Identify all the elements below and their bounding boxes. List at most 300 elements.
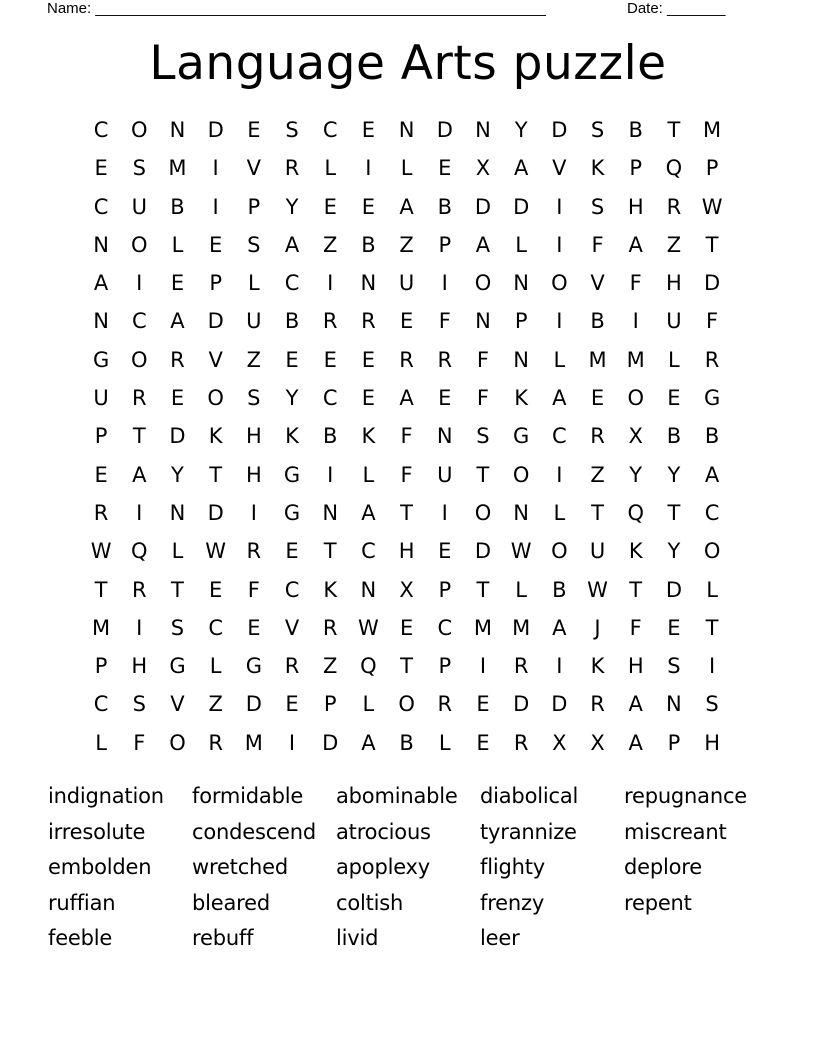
grid-cell[interactable]: L	[668, 347, 680, 372]
grid-cell[interactable]: B	[628, 118, 643, 142]
grid-cell[interactable]: O	[131, 118, 148, 142]
grid-cell[interactable]: R	[131, 386, 147, 411]
grid-cell[interactable]: S	[132, 692, 146, 717]
grid-cell[interactable]: Y	[629, 462, 643, 487]
grid-cell[interactable]: K	[285, 424, 299, 449]
grid-cell[interactable]: Q	[665, 156, 683, 181]
grid-cell[interactable]: F	[706, 309, 719, 334]
grid-cell[interactable]: F	[247, 577, 260, 602]
grid-cell[interactable]: T	[629, 577, 643, 602]
grid-cell[interactable]: I	[556, 654, 563, 679]
grid-cell[interactable]: C	[552, 424, 567, 449]
grid-cell[interactable]: F	[400, 462, 413, 487]
grid-cell[interactable]: T	[323, 539, 337, 564]
word-list-item: irresolute	[48, 819, 146, 844]
grid-cell[interactable]: G	[169, 654, 186, 679]
grid-cell[interactable]: T	[171, 577, 184, 602]
grid-cell[interactable]: X	[628, 424, 643, 449]
grid-cell[interactable]: E	[667, 386, 681, 411]
grid-cell[interactable]: B	[399, 730, 414, 755]
grid-cell[interactable]: V	[170, 692, 185, 717]
grid-cell[interactable]: Z	[666, 232, 682, 257]
grid-cell[interactable]: A	[513, 156, 529, 181]
grid-cell[interactable]: D	[474, 194, 492, 219]
grid-cell[interactable]: W	[90, 539, 112, 564]
grid-cell[interactable]: D	[207, 309, 224, 334]
grid-cell[interactable]: H	[245, 424, 262, 449]
grid-cell[interactable]: D	[322, 730, 339, 755]
grid-cell[interactable]: C	[437, 615, 453, 640]
grid-cell[interactable]: L	[324, 156, 337, 181]
grid-cell[interactable]: R	[590, 424, 605, 449]
grid-cell[interactable]: F	[629, 615, 642, 640]
grid-cell[interactable]: Q	[360, 654, 377, 679]
grid-cell[interactable]: T	[705, 615, 719, 640]
word-list	[48, 779, 768, 957]
grid-cell[interactable]: L	[706, 577, 718, 602]
grid-cell[interactable]: B	[666, 424, 682, 449]
grid-cell[interactable]: G	[283, 500, 301, 525]
grid-cell[interactable]: R	[590, 692, 605, 717]
grid-cell[interactable]: L	[438, 730, 451, 755]
grid-cell[interactable]: T	[400, 500, 413, 525]
grid-cell[interactable]: P	[438, 577, 452, 602]
worksheet-header	[47, 0, 747, 18]
grid-cell[interactable]: Z	[323, 654, 338, 679]
grid-cell[interactable]: E	[94, 462, 108, 487]
grid-cell[interactable]: S	[132, 156, 146, 181]
grid-cell[interactable]: Z	[323, 232, 338, 257]
grid-cell[interactable]: N	[93, 309, 109, 334]
grid-cell[interactable]: O	[131, 347, 148, 372]
grid-cell[interactable]: K	[590, 654, 605, 679]
grid-cell[interactable]: E	[361, 194, 376, 219]
grid-cell[interactable]: I	[441, 271, 448, 296]
grid-cell[interactable]: D	[207, 500, 224, 525]
grid-cell[interactable]: U	[666, 309, 682, 334]
word-list-item: atrocious	[336, 819, 431, 844]
grid-cell[interactable]: R	[513, 730, 529, 755]
grid-cell[interactable]: H	[398, 539, 415, 564]
grid-cell[interactable]: E	[438, 386, 452, 411]
grid-cell[interactable]: A	[399, 386, 414, 411]
grid-cell[interactable]: E	[209, 232, 223, 257]
grid-cell[interactable]: C	[322, 118, 338, 142]
grid-cell[interactable]: C	[361, 539, 376, 564]
grid-cell[interactable]: M	[703, 118, 722, 142]
grid-cell[interactable]: R	[284, 654, 300, 679]
grid-cell[interactable]: P	[438, 232, 452, 257]
grid-cell[interactable]: R	[666, 194, 682, 219]
grid-cell[interactable]: C	[322, 386, 338, 411]
grid-cell[interactable]: I	[288, 730, 296, 755]
grid-cell[interactable]: F	[629, 271, 642, 296]
grid-cell[interactable]: N	[322, 500, 339, 525]
grid-cell[interactable]: P	[629, 156, 643, 181]
grid-cell[interactable]: E	[667, 615, 681, 640]
grid-cell[interactable]: U	[398, 271, 415, 296]
grid-cell[interactable]: B	[704, 424, 720, 449]
grid-cell[interactable]: D	[207, 118, 224, 142]
word-list-item: coltish	[336, 890, 404, 915]
grid-cell[interactable]: U	[437, 462, 453, 487]
grid-cell[interactable]: P	[209, 271, 222, 296]
grid-cell[interactable]: I	[479, 654, 487, 679]
grid-cell[interactable]: M	[244, 730, 263, 755]
grid-cell[interactable]: A	[284, 232, 300, 257]
grid-cell[interactable]: E	[399, 309, 414, 334]
grid-cell[interactable]: T	[667, 118, 681, 142]
grid-cell[interactable]: R	[93, 500, 109, 525]
grid-cell[interactable]: T	[667, 500, 681, 525]
grid-cell[interactable]: N	[475, 118, 491, 142]
grid-cell[interactable]: P	[247, 194, 261, 219]
grid-cell[interactable]: I	[632, 309, 639, 334]
grid-cell[interactable]: I	[327, 462, 334, 487]
grid-cell[interactable]: N	[169, 500, 186, 525]
grid-cell[interactable]: E	[590, 386, 605, 411]
grid-cell[interactable]: K	[361, 424, 376, 449]
grid-cell[interactable]: M	[626, 347, 645, 372]
grid-cell[interactable]: E	[285, 539, 299, 564]
grid-cell[interactable]: E	[476, 730, 490, 755]
grid-cell[interactable]: E	[361, 386, 376, 411]
grid-cell[interactable]: Y	[285, 194, 299, 219]
grid-cell[interactable]: L	[362, 692, 375, 717]
grid-cell[interactable]: C	[93, 194, 109, 219]
grid-cell[interactable]: O	[551, 539, 568, 564]
grid-cell[interactable]: R	[704, 347, 720, 372]
grid-cell[interactable]: A	[704, 462, 720, 487]
grid-cell[interactable]: A	[628, 692, 643, 717]
grid-cell[interactable]: D	[551, 692, 568, 717]
grid-cell[interactable]: H	[627, 654, 644, 679]
grid-cell[interactable]: P	[705, 156, 719, 181]
grid-cell[interactable]: F	[476, 386, 490, 411]
grid-cell[interactable]: W	[587, 577, 608, 602]
grid-cell[interactable]: I	[327, 271, 334, 296]
word-list-item: abominable	[336, 784, 458, 808]
grid-cell[interactable]: R	[208, 730, 223, 755]
grid-cell[interactable]: L	[247, 271, 260, 296]
grid-cell[interactable]: P	[323, 692, 337, 717]
grid-cell[interactable]: B	[437, 194, 452, 219]
grid-cell[interactable]: E	[247, 118, 261, 142]
grid-cell[interactable]: L	[362, 462, 375, 487]
grid-cell[interactable]: K	[323, 577, 338, 602]
grid-cell[interactable]: I	[556, 232, 563, 257]
grid-cell[interactable]: E	[170, 271, 185, 296]
grid-cell[interactable]: M	[588, 347, 607, 372]
grid-cell[interactable]: B	[323, 424, 338, 449]
grid-cell[interactable]: N	[475, 309, 491, 334]
grid-cell[interactable]: E	[323, 194, 337, 219]
grid-cell[interactable]: L	[515, 577, 527, 602]
grid-cell[interactable]: R	[361, 309, 376, 334]
grid-cell[interactable]: L	[553, 500, 566, 525]
grid-cell[interactable]: R	[437, 347, 453, 372]
grid-cell[interactable]: Z	[208, 692, 223, 717]
grid-cell[interactable]: L	[95, 730, 107, 755]
grid-cell[interactable]: P	[667, 730, 681, 755]
word-list-item: repugnance	[624, 784, 748, 808]
grid-cell[interactable]: A	[552, 615, 567, 640]
grid-cell[interactable]: E	[361, 347, 376, 372]
grid-cell[interactable]: V	[552, 156, 567, 181]
grid-cell[interactable]: H	[666, 271, 682, 296]
grid-cell[interactable]: F	[438, 309, 451, 334]
grid-cell[interactable]: R	[513, 654, 529, 679]
grid-cell[interactable]: V	[590, 271, 605, 296]
grid-cell[interactable]: X	[399, 577, 414, 602]
grid-cell[interactable]: G	[245, 654, 262, 679]
grid-cell[interactable]: M	[473, 615, 493, 640]
grid-cell[interactable]: M	[512, 615, 531, 640]
grid-cell[interactable]: C	[704, 500, 720, 525]
grid-cell[interactable]: I	[556, 194, 563, 219]
grid-cell[interactable]: Q	[131, 539, 148, 564]
grid-cell[interactable]: P	[438, 654, 452, 679]
grid-cell[interactable]: N	[513, 271, 530, 296]
grid-cell[interactable]: K	[590, 156, 605, 181]
grid-cell[interactable]: I	[212, 194, 219, 219]
grid-cell[interactable]: I	[365, 156, 372, 181]
word-list-item: flighty	[480, 855, 545, 879]
grid-cell[interactable]: I	[556, 462, 563, 487]
grid-cell[interactable]: Z	[399, 232, 414, 257]
grid-cell[interactable]: W	[358, 615, 379, 640]
grid-cell[interactable]: R	[322, 309, 338, 334]
grid-cell[interactable]: C	[131, 309, 147, 334]
grid-cell[interactable]: N	[398, 118, 415, 142]
grid-cell[interactable]: R	[437, 692, 453, 717]
grid-cell[interactable]: M	[168, 156, 187, 181]
grid-cell[interactable]: E	[247, 615, 261, 640]
grid-cell[interactable]: D	[513, 194, 530, 219]
grid-cell[interactable]: V	[208, 347, 223, 372]
grid-cell[interactable]: T	[94, 577, 108, 602]
grid-cell[interactable]: T	[132, 424, 146, 449]
grid-cell[interactable]: L	[171, 232, 184, 257]
grid-cell[interactable]: H	[704, 730, 720, 755]
name-field-label: Name: ______________________________________________________	[47, 0, 546, 17]
grid-cell[interactable]: E	[438, 156, 452, 181]
grid-cell[interactable]: X	[590, 730, 605, 755]
grid-cell[interactable]: C	[284, 577, 300, 602]
grid-cell[interactable]: D	[704, 271, 721, 296]
grid-cell[interactable]: A	[399, 194, 414, 219]
grid-cell[interactable]: C	[208, 615, 223, 640]
grid-cell[interactable]: H	[245, 462, 262, 487]
grid-cell[interactable]: S	[590, 194, 605, 219]
grid-cell[interactable]: Z	[246, 347, 262, 372]
grid-cell[interactable]: R	[131, 577, 147, 602]
grid-cell[interactable]: K	[628, 539, 643, 564]
grid-cell[interactable]: B	[552, 577, 567, 602]
grid-cell[interactable]: E	[170, 386, 185, 411]
grid-cell[interactable]: H	[131, 654, 148, 679]
grid-cell[interactable]: N	[666, 692, 682, 717]
grid-cell[interactable]: I	[556, 309, 563, 334]
grid-cell[interactable]: A	[361, 500, 376, 525]
grid-cell[interactable]: T	[705, 232, 719, 257]
grid-cell[interactable]: D	[665, 577, 682, 602]
grid-cell[interactable]: D	[169, 424, 186, 449]
grid-cell[interactable]: R	[399, 347, 414, 372]
grid-cell[interactable]: V	[284, 615, 300, 640]
grid-cell[interactable]: B	[284, 309, 300, 334]
grid-cell[interactable]: P	[94, 424, 108, 449]
grid-cell[interactable]: W	[701, 194, 723, 219]
grid-cell[interactable]: D	[436, 118, 453, 142]
grid-cell[interactable]: A	[132, 462, 147, 487]
grid-cell[interactable]: F	[400, 424, 413, 449]
grid-cell[interactable]: O	[398, 692, 415, 717]
grid-cell[interactable]: Z	[590, 462, 605, 487]
grid-cell[interactable]: U	[131, 194, 147, 219]
grid-cell[interactable]: N	[360, 577, 377, 602]
grid-cell[interactable]: O	[474, 500, 492, 525]
grid-cell[interactable]: R	[284, 156, 300, 181]
grid-cell[interactable]: M	[92, 615, 111, 640]
grid-cell[interactable]: X	[552, 730, 567, 755]
grid-cell[interactable]: Q	[627, 500, 644, 525]
grid-cell[interactable]: E	[94, 156, 108, 181]
grid-cell[interactable]: I	[212, 156, 219, 181]
grid-cell[interactable]: C	[284, 271, 300, 296]
grid-cell[interactable]: B	[590, 309, 605, 334]
grid-cell[interactable]: D	[474, 539, 492, 564]
grid-cell[interactable]: N	[169, 118, 186, 142]
grid-cell[interactable]: E	[285, 692, 299, 717]
grid-cell[interactable]: U	[589, 539, 606, 564]
grid-cell[interactable]: I	[441, 500, 448, 525]
grid-cell[interactable]: C	[93, 118, 109, 142]
grid-cell[interactable]: T	[591, 500, 604, 525]
grid-cell[interactable]: L	[209, 654, 222, 679]
grid-cell[interactable]: A	[475, 232, 491, 257]
date-field-label: Date: _______	[627, 0, 726, 17]
grid-cell[interactable]: U	[246, 309, 262, 334]
grid-cell[interactable]: Y	[514, 118, 528, 142]
grid-cell[interactable]: I	[136, 615, 143, 640]
grid-cell[interactable]: E	[209, 577, 223, 602]
grid-cell[interactable]: Y	[171, 462, 184, 487]
grid-cell[interactable]: K	[514, 386, 529, 411]
grid-cell[interactable]: S	[285, 118, 299, 142]
grid-cell[interactable]: N	[436, 424, 453, 449]
grid-cell[interactable]: B	[170, 194, 185, 219]
grid-cell[interactable]: F	[133, 730, 146, 755]
grid-cell[interactable]: A	[170, 309, 185, 334]
grid-cell[interactable]: D	[513, 692, 530, 717]
grid-cell[interactable]: Y	[667, 539, 681, 564]
grid-cell[interactable]: N	[513, 500, 530, 525]
grid-cell[interactable]: A	[361, 730, 376, 755]
grid-cell[interactable]: R	[246, 539, 262, 564]
grid-cell[interactable]: S	[590, 118, 605, 142]
grid-cell[interactable]: O	[703, 539, 721, 564]
grid-cell[interactable]: A	[93, 271, 109, 296]
grid-cell[interactable]: S	[705, 692, 719, 717]
grid-cell[interactable]: N	[360, 271, 377, 296]
grid-cell[interactable]: G	[92, 347, 110, 372]
grid-cell[interactable]: D	[551, 118, 568, 142]
grid-cell[interactable]: O	[207, 386, 224, 411]
grid-cell[interactable]: O	[474, 271, 492, 296]
grid-cell[interactable]: E	[399, 615, 414, 640]
grid-cell[interactable]: I	[136, 271, 143, 296]
grid-cell[interactable]: R	[322, 615, 338, 640]
grid-cell[interactable]: X	[475, 156, 491, 181]
grid-cell[interactable]: I	[708, 654, 716, 679]
grid-cell[interactable]: E	[476, 692, 490, 717]
grid-cell[interactable]: N	[93, 232, 109, 257]
grid-cell[interactable]: G	[283, 462, 301, 487]
grid-cell[interactable]: D	[245, 692, 262, 717]
grid-cell[interactable]: O	[512, 462, 530, 487]
grid-cell[interactable]: L	[400, 156, 413, 181]
grid-cell[interactable]: B	[361, 232, 376, 257]
grid-cell[interactable]: N	[513, 347, 530, 372]
grid-cell[interactable]: A	[628, 730, 643, 755]
grid-cell[interactable]: T	[209, 462, 223, 487]
grid-cell[interactable]: T	[476, 462, 490, 487]
grid-cell[interactable]: R	[170, 347, 185, 372]
grid-cell[interactable]: E	[438, 539, 452, 564]
grid-cell[interactable]: Y	[667, 462, 681, 487]
grid-cell[interactable]: V	[246, 156, 262, 181]
grid-cell[interactable]: P	[514, 309, 528, 334]
grid-cell[interactable]: S	[170, 615, 185, 640]
grid-cell[interactable]: A	[628, 232, 643, 257]
grid-cell[interactable]: S	[667, 654, 681, 679]
grid-cell[interactable]: O	[131, 232, 148, 257]
grid-cell[interactable]: S	[247, 386, 261, 411]
grid-cell[interactable]: F	[476, 347, 490, 372]
grid-cell[interactable]: O	[551, 271, 568, 296]
grid-cell[interactable]: F	[591, 232, 604, 257]
grid-cell[interactable]: E	[361, 118, 376, 142]
grid-cell[interactable]: L	[553, 347, 566, 372]
grid-cell[interactable]: U	[93, 386, 109, 411]
grid-cell[interactable]: G	[513, 424, 530, 449]
grid-cell[interactable]: A	[552, 386, 567, 411]
grid-cell[interactable]: L	[171, 539, 184, 564]
grid-cell[interactable]: E	[323, 347, 337, 372]
grid-cell[interactable]: G	[703, 386, 721, 411]
grid-cell[interactable]: C	[93, 692, 109, 717]
grid-cell[interactable]: E	[285, 347, 299, 372]
grid-cell[interactable]: K	[208, 424, 223, 449]
grid-cell[interactable]: I	[136, 500, 143, 525]
grid-cell[interactable]: W	[510, 539, 532, 564]
grid-cell[interactable]: W	[205, 539, 227, 564]
grid-cell[interactable]: L	[515, 232, 527, 257]
grid-cell[interactable]: J	[594, 615, 601, 640]
grid-cell[interactable]: P	[94, 654, 108, 679]
grid-cell[interactable]: Y	[285, 386, 299, 411]
word-list-item: feeble	[48, 926, 113, 950]
grid-cell[interactable]: T	[476, 577, 490, 602]
grid-cell[interactable]: H	[627, 194, 644, 219]
grid-cell[interactable]: I	[250, 500, 257, 525]
grid-cell[interactable]: O	[627, 386, 644, 411]
grid-cell[interactable]: O	[169, 730, 186, 755]
grid-cell[interactable]: T	[400, 654, 413, 679]
grid-cell[interactable]: S	[476, 424, 490, 449]
grid-cell[interactable]: S	[247, 232, 261, 257]
